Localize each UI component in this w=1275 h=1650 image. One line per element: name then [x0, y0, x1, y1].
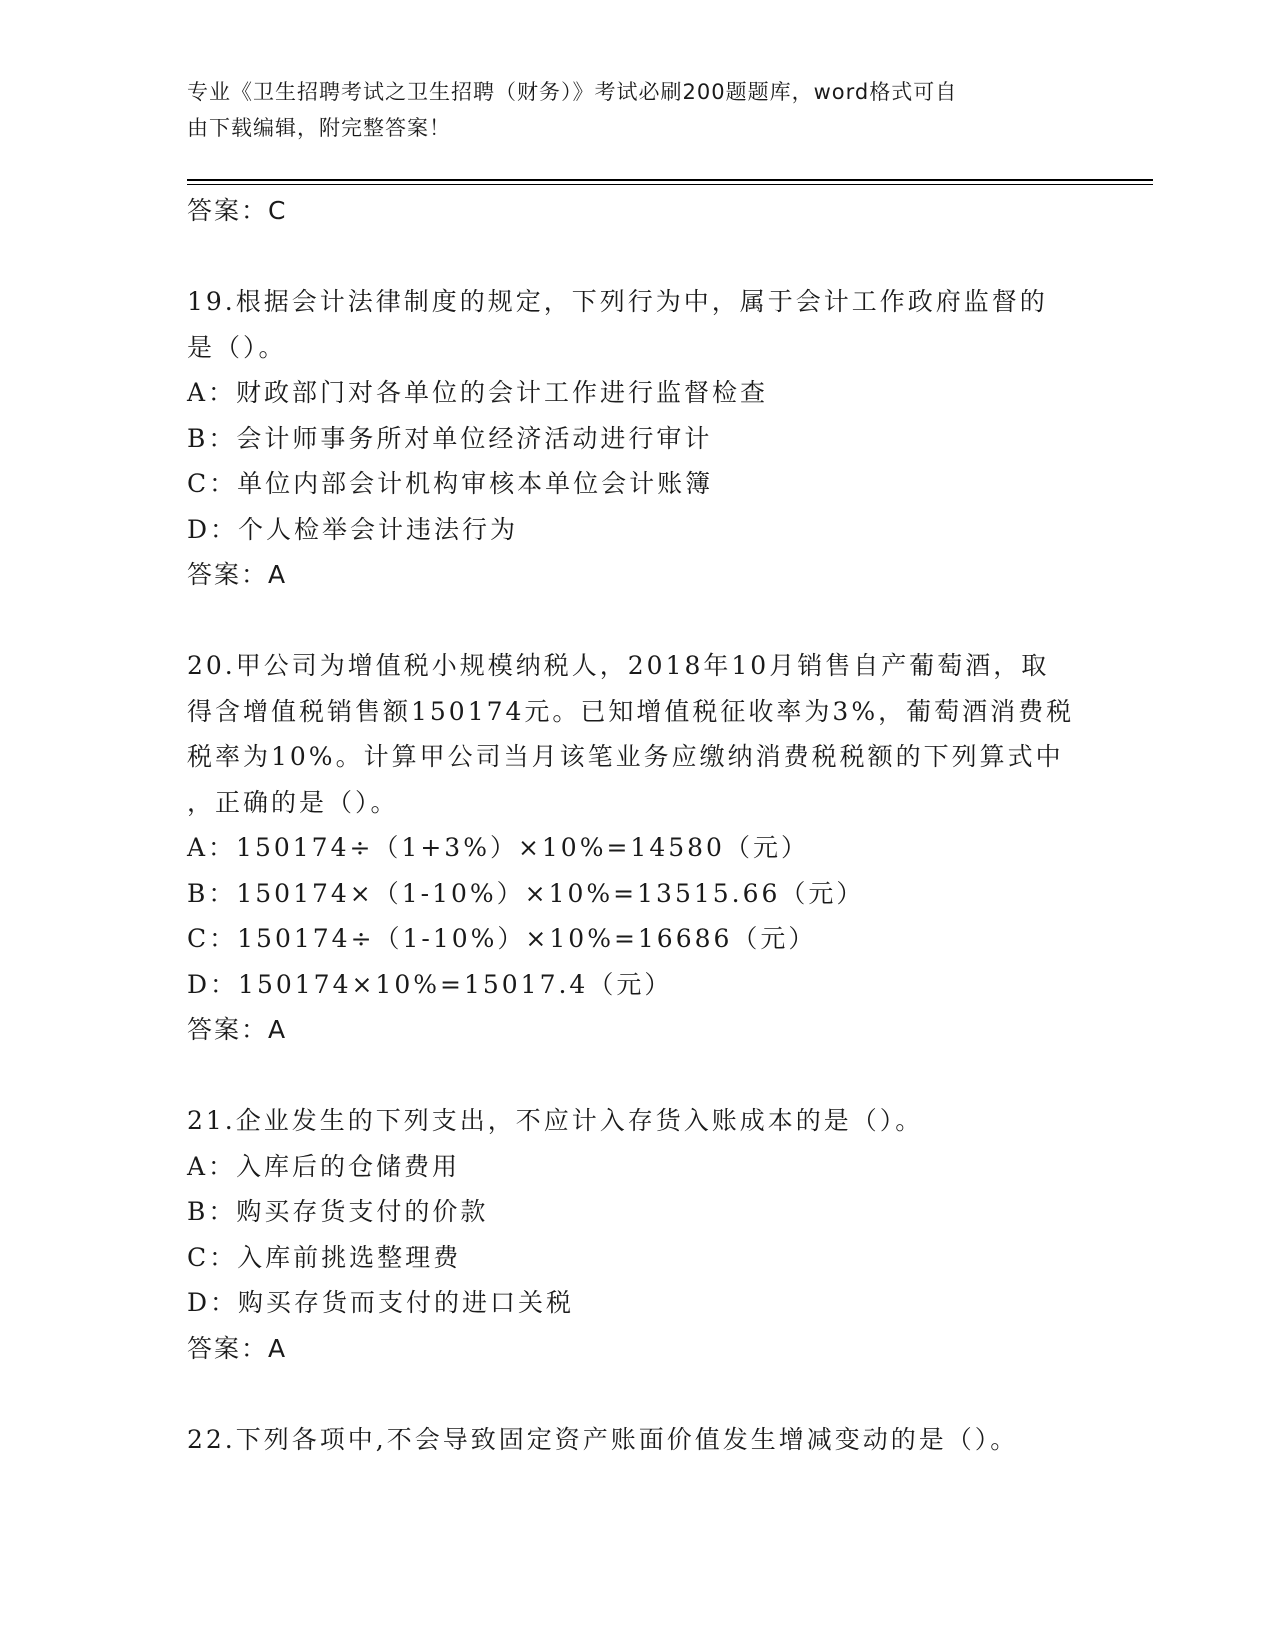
option-d: D：150174×10%=15017.4（元）	[187, 969, 673, 999]
question-stem-line: 20.甲公司为增值税小规模纳税人，2018年10月销售自产葡萄酒，取	[187, 651, 1050, 680]
option-d: D：购买存货而支付的进口关税	[187, 1288, 575, 1317]
question-19	[187, 279, 1087, 598]
answer: 答案：A	[187, 560, 288, 589]
option-b: B：会计师事务所对单位经济活动进行审计	[187, 423, 713, 453]
option-c: C：150174÷（1-10%）×10%=16686（元）	[187, 924, 817, 953]
page-header	[187, 74, 1067, 146]
header-line-1: 专业《卫生招聘考试之卫生招聘（财务）》考试必刷200题题库，word格式可自	[187, 80, 958, 104]
option-c: C：单位内部会计机构审核本单位会计账簿	[187, 469, 714, 498]
question-20	[187, 643, 1087, 1053]
question-stem-line: 19.根据会计法律制度的规定，下列行为中，属于会计工作政府监督的	[187, 287, 1048, 316]
option-c: C：入库前挑选整理费	[187, 1242, 462, 1272]
question-stem-line: 是（）。	[187, 332, 287, 362]
header-line-2: 由下载编辑，附完整答案！	[187, 116, 451, 140]
answer: 答案：A	[187, 1333, 288, 1363]
option-a: A：入库后的仓储费用	[187, 1151, 461, 1181]
option-d: D：个人检举会计违法行为	[187, 514, 519, 544]
question-stem-line: ，正确的是（）。	[187, 787, 399, 817]
spacer	[187, 1053, 1087, 1099]
answer: 答案：A	[187, 1015, 288, 1044]
question-22	[187, 1417, 1087, 1463]
spacer	[187, 1371, 1087, 1417]
option-a: A：财政部门对各单位的会计工作进行监督检查	[187, 378, 769, 407]
option-b: B：150174×（1-10%）×10%=13515.66（元）	[187, 878, 865, 908]
header-divider-thick	[187, 179, 1153, 181]
question-list	[187, 188, 1087, 1462]
option-b: B：购买存货支付的价款	[187, 1197, 489, 1226]
question-stem-line: 22.下列各项中,不会导致固定资产账面价值发生增减变动的是（）。	[187, 1424, 1019, 1454]
question-stem-line: 得含增值税销售额150174元。已知增值税征收率为3%，葡萄酒消费税	[187, 696, 1075, 726]
option-a: A：150174÷（1+3%）×10%=14580（元）	[187, 833, 809, 862]
question-stem-line: 21.企业发生的下列支出，不应计入存货入账成本的是（）。	[187, 1106, 924, 1135]
question-21	[187, 1098, 1087, 1371]
header-divider-thin	[187, 184, 1153, 185]
previous-answer: 答案：C	[187, 196, 288, 225]
spacer	[187, 598, 1087, 644]
spacer	[187, 234, 1087, 280]
question-stem-line: 税率为10%。计算甲公司当月该笔业务应缴纳消费税税额的下列算式中	[187, 742, 1064, 771]
